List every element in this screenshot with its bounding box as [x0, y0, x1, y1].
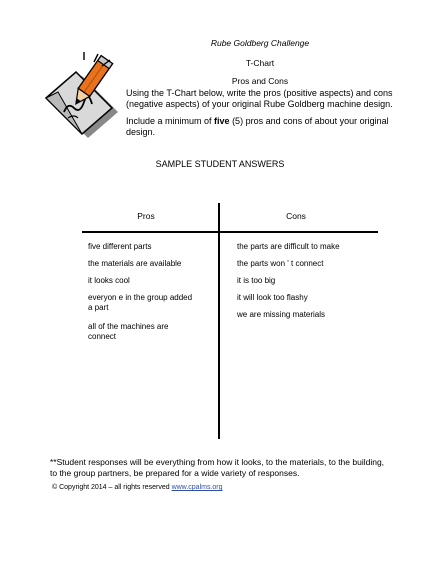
copyright [52, 484, 223, 491]
pros-cons-title: Pros and Cons [231, 76, 289, 86]
cons-item-line: the parts are difficult to make [237, 242, 340, 251]
pros-item [88, 242, 151, 252]
tchart-horizontal-line [82, 231, 378, 233]
instruction-line-3 [126, 116, 426, 127]
instruction-line-3-pre: Include a minimum of [126, 116, 215, 126]
instructions [126, 88, 426, 138]
pros-item-line: a part [88, 303, 109, 312]
pros-item [88, 322, 169, 342]
cons-item-line: the parts won ' t connect [237, 259, 324, 268]
pros-item [88, 276, 130, 286]
cons-header: Cons [286, 211, 306, 221]
footer-note-line-2: to the group partners, be prepared for a wide variety of responses. [50, 468, 300, 478]
cons-item [237, 276, 275, 286]
cons-item-line: it is too big [237, 276, 276, 285]
instruction-five: five [214, 116, 230, 126]
pencil-paper-icon [38, 52, 128, 142]
instruction-line-4: design. [126, 127, 156, 137]
footer-note [50, 457, 420, 479]
cons-item-line: it will look too flashy [237, 293, 308, 302]
footer-note-line-1: **Student responses will be everything from how it looks, to the materials, to the building, [50, 457, 385, 467]
instruction-line-2: (negative aspects) of your original Rube Goldberg machine design. [126, 99, 393, 109]
tchart-title: T-Chart [245, 58, 275, 68]
copyright-text: © Copyright 2014 – all rights reserved [52, 484, 170, 491]
doc-title: Rube Goldberg Challenge [210, 38, 310, 48]
cpalms-link[interactable]: www.cpalms.org [171, 484, 223, 491]
pros-item-line: all of the machines are [88, 322, 169, 331]
pros-item [88, 293, 192, 313]
instruction-line-1: Using the T-Chart below, write the pros (positive aspects) and cons [126, 88, 393, 98]
tchart-vertical-line [218, 203, 220, 439]
instruction-line-3-post: (5) pros and cons of about your original [229, 116, 389, 126]
pros-item-line: connect [88, 332, 117, 341]
pros-header: Pros [137, 211, 155, 221]
pros-item-line: everyon e in the group added [88, 293, 193, 302]
pros-item-line: the materials are available [88, 259, 182, 268]
pros-item-line: it looks cool [88, 276, 130, 285]
cons-item-line: we are missing materials [237, 310, 326, 319]
pros-item-line: five different parts [88, 242, 152, 251]
cons-item [237, 310, 325, 320]
cons-item [237, 259, 323, 269]
pros-item [88, 259, 181, 269]
cons-item [237, 242, 340, 252]
cons-item [237, 293, 308, 303]
sample-heading: SAMPLE STUDENT ANSWERS [155, 159, 285, 169]
